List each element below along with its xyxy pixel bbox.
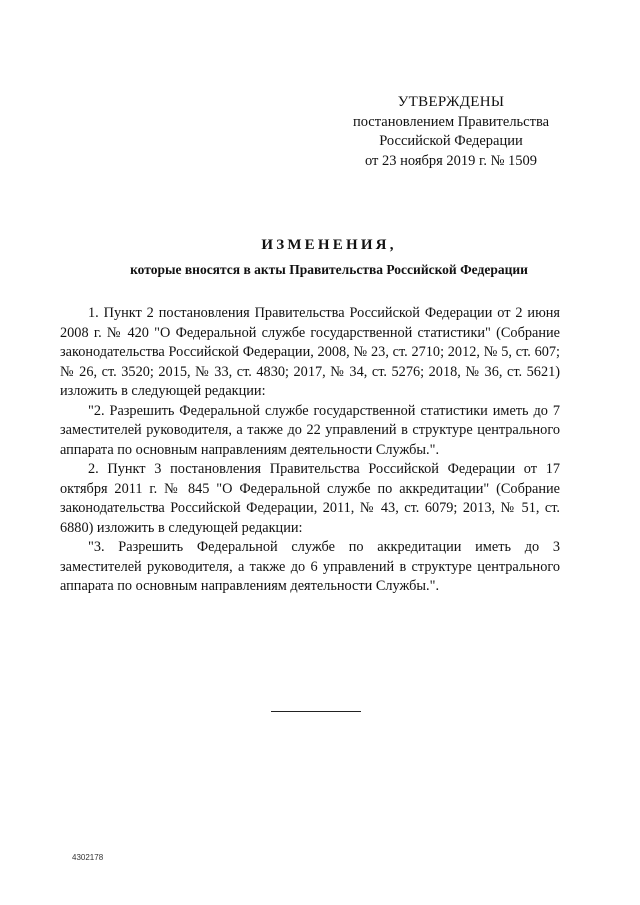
approval-line: Российской Федерации <box>379 133 523 149</box>
approval-block <box>338 93 564 171</box>
document-title: ИЗМЕНЕНИЯ, <box>261 237 397 253</box>
approval-line: постановлением Правительства <box>352 113 550 130</box>
document-body <box>60 304 560 597</box>
document-subtitle: которые вносятся в акты Правительства Российской Федерации <box>130 262 528 277</box>
paragraph-item-2: 2. Пункт 3 постановления Правительства Российской Федерации от 17 октября 2011 г. № 845 "О Федеральной службе по аккредитации" (Собрание законодательства Российской Федерации, 2011, № 43, ст. 6079; 2013, № 51, ст. 6880) изложить в следующей редакции: <box>60 461 560 536</box>
approval-date-number: от 23 ноября 2019 г. № 1509 <box>364 152 538 169</box>
end-divider <box>271 711 361 712</box>
paragraph-quote-1: "2. Разрешить Федеральной службе государственной статистики иметь до 7 заместителей руководителя, а также до 22 управлений в структуре центрального аппарата по основным направлениям деятельности Службы.". <box>60 402 560 458</box>
approval-heading: УТВЕРЖДЕНЫ <box>397 94 505 110</box>
paragraph-quote-2: "3. Разрешить Федеральной службе по аккредитации иметь до 3 заместителей руководителя, а также до 6 управлений в структуре центрального аппарата по основным направлениям деятельности Службы.". <box>60 539 560 594</box>
document-code: 4302178 <box>72 853 104 862</box>
paragraph-item-1: 1. Пункт 2 постановления Правительства Российской Федерации от 2 июня 2008 г. № 420 "О Федеральной службе государственной статистики" (Собрание законодательства Российской Федерации, 2008, № 23, ст. 2710; 2012, № 5, ст. 607; № 26, ст. 3520; 2015, № 33, ст. 4830; 2017, № 34, ст. 5276; 2018, № 36, ст. 5621) изложить в следующей редакции: <box>60 305 560 399</box>
